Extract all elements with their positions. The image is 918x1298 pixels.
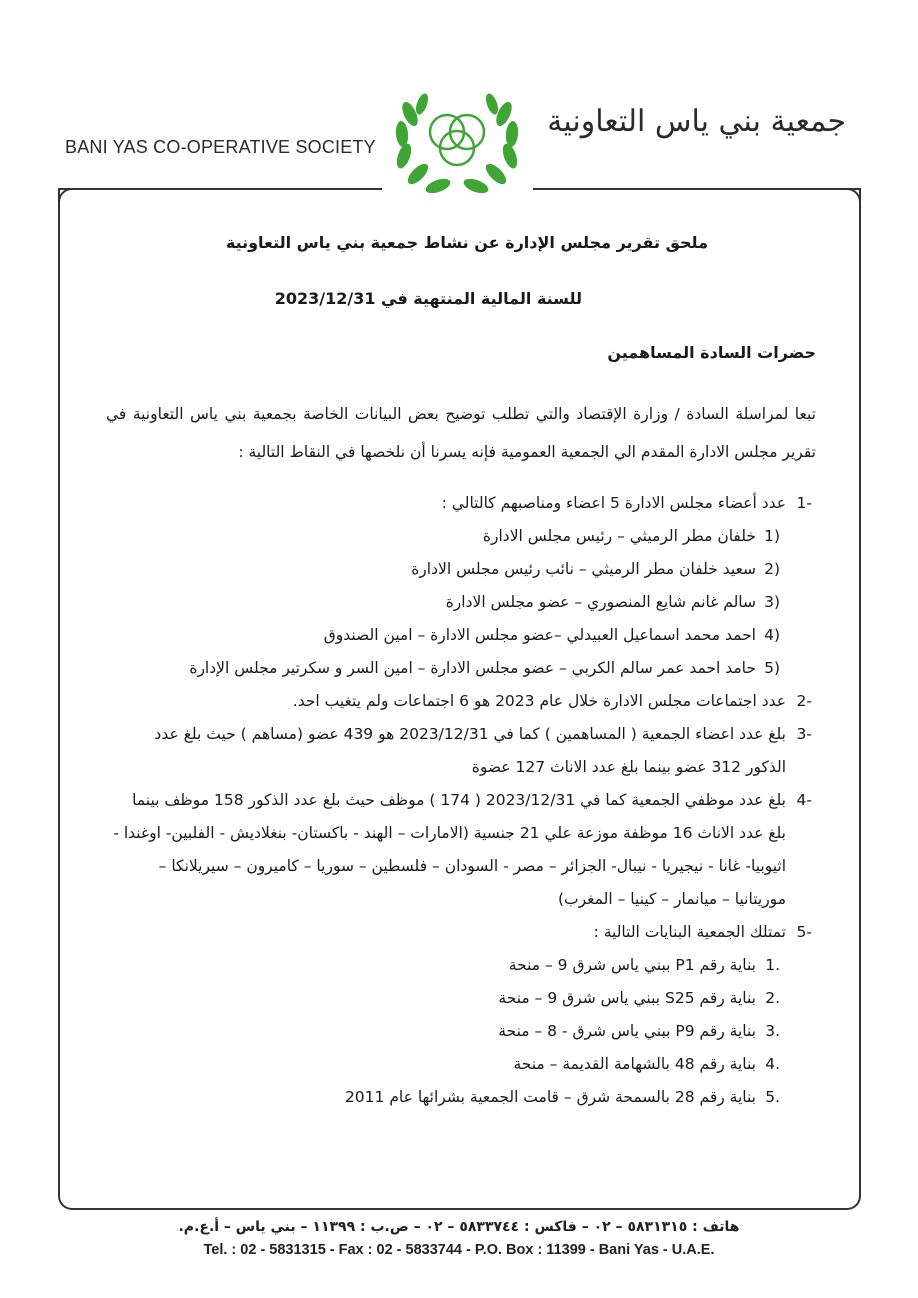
item-text: عدد اجتماعات مجلس الادارة خلال عام 2023 هو 6 اجتماعات ولم يتغيب احد. bbox=[292, 692, 786, 710]
building-number: .1 bbox=[765, 956, 780, 974]
greeting: حضرات السادة المساهمين bbox=[607, 343, 816, 362]
building-item bbox=[112, 1015, 812, 1048]
footer-contact-en: Tel. : 02 - 5831315 - Fax : 02 - 5833744 - P.O. Box : 11399 - Bani Yas - U.A.E. bbox=[203, 1242, 715, 1258]
intro-paragraph: تبعا لمراسلة السادة / وزارة الإقتصاد والتي تطلب توضيح بعض البيانات الخاصة بجمعية بني ياس التعاونية في تقرير مجلس الادارة المقدم الي الجمعية العمومية فإنه يسرنا أن نلخصها في النقاط التالية : bbox=[106, 405, 816, 461]
item-number: -3 bbox=[796, 725, 812, 743]
building-item bbox=[112, 1048, 812, 1081]
header-org-name-en: BANI YAS CO-OPERATIVE SOCIETY bbox=[65, 137, 376, 157]
points-list bbox=[112, 487, 812, 1114]
list-item bbox=[112, 916, 812, 949]
item-text: بلغ عدد موظفي الجمعية كما في 2023/12/31 ( 174 ) موظف حيث بلغ عدد الذكور 158 موظف بينما بلغ عدد الاناث 16 موظفة موزعة علي 21 جنسية (الامارات – الهند - باكستان- بنغلاديش - الفلبين- اوغندا - اثيوبيا- غانا - نيجيريا - نيبال- الجزائر – مصر - السودان – فلسطين – سوريا – كاميرون – سيريلانكا – موريتانيا – ميانمار – كينيا – المغرب) bbox=[113, 791, 786, 908]
header-org-name-ar: جمعية بني ياس التعاونية bbox=[547, 104, 846, 139]
item-text: بلغ عدد اعضاء الجمعية ( المساهمين ) كما في 2023/12/31 هو 439 عضو (مساهم ) حيث بلغ عدد الذكور 312 عضو بينما بلغ عدد الاناث 127 عضوة bbox=[154, 725, 786, 776]
building-number: .2 bbox=[765, 989, 780, 1007]
list-item bbox=[112, 784, 812, 916]
member-text: سالم غانم شايع المنصوري – عضو مجلس الادارة bbox=[445, 593, 756, 611]
item-number: -1 bbox=[796, 494, 812, 512]
member-number: (4 bbox=[764, 626, 780, 644]
member-text: احمد محمد اسماعيل العبيدلي –عضو مجلس الادارة – امين الصندوق bbox=[323, 626, 756, 644]
building-item bbox=[112, 1081, 812, 1114]
board-member bbox=[112, 553, 812, 586]
building-text: بناية رقم P9 ببني ياس شرق - 8 – منحة bbox=[498, 1022, 756, 1040]
building-item bbox=[112, 982, 812, 1015]
document-subtitle: للسنة المالية المنتهية في 2023/12/31 bbox=[274, 289, 582, 308]
member-number: (2 bbox=[764, 560, 780, 578]
item-text: عدد أعضاء مجلس الادارة 5 اعضاء ومناصبهم كالتالي : bbox=[441, 494, 786, 512]
member-text: خلفان مطر الرميثي – رئيس مجلس الادارة bbox=[482, 527, 756, 545]
member-text: سعيد خلفان مطر الرميثي – نائب رئيس مجلس الادارة bbox=[411, 560, 756, 578]
building-text: بناية رقم 28 بالسمحة شرق – قامت الجمعية بشرائها عام 2011 bbox=[344, 1088, 756, 1106]
building-number: .3 bbox=[765, 1022, 780, 1040]
building-number: .5 bbox=[765, 1088, 780, 1106]
board-member bbox=[112, 586, 812, 619]
member-number: (5 bbox=[764, 659, 780, 677]
board-member bbox=[112, 652, 812, 685]
list-item bbox=[112, 718, 812, 784]
building-number: .4 bbox=[765, 1055, 780, 1073]
member-number: (3 bbox=[764, 593, 780, 611]
list-item bbox=[112, 685, 812, 718]
item-number: -5 bbox=[796, 923, 812, 941]
building-item bbox=[112, 949, 812, 982]
board-member bbox=[112, 520, 812, 553]
laurel-wreath-logo-icon bbox=[388, 86, 526, 198]
item-text: تمتلك الجمعية البنايات التالية : bbox=[593, 923, 786, 941]
member-number: (1 bbox=[764, 527, 780, 545]
item-number: -4 bbox=[796, 791, 812, 809]
member-text: حامد احمد عمر سالم الكربي – عضو مجلس الادارة – امين السر و سكرتير مجلس الإدارة bbox=[189, 659, 756, 677]
footer-contact-ar: هاتف : ٥٨٣١٣١٥ – ٠٢ – فاكس : ٥٨٣٣٧٤٤ – ٠٢ – ص.ب : ١١٣٩٩ – بني ياس – أ.ع.م. bbox=[178, 1219, 740, 1235]
list-item bbox=[112, 487, 812, 520]
building-text: بناية رقم P1 ببني ياس شرق 9 – منحة bbox=[508, 956, 756, 974]
item-number: -2 bbox=[796, 692, 812, 710]
building-text: بناية رقم S25 ببني ياس شرق 9 – منحة bbox=[498, 989, 756, 1007]
building-text: بناية رقم 48 بالشهامة القديمة – منحة bbox=[513, 1055, 756, 1073]
board-member bbox=[112, 619, 812, 652]
document-title: ملحق تقرير مجلس الإدارة عن نشاط جمعية بني ياس التعاونية bbox=[225, 233, 708, 252]
